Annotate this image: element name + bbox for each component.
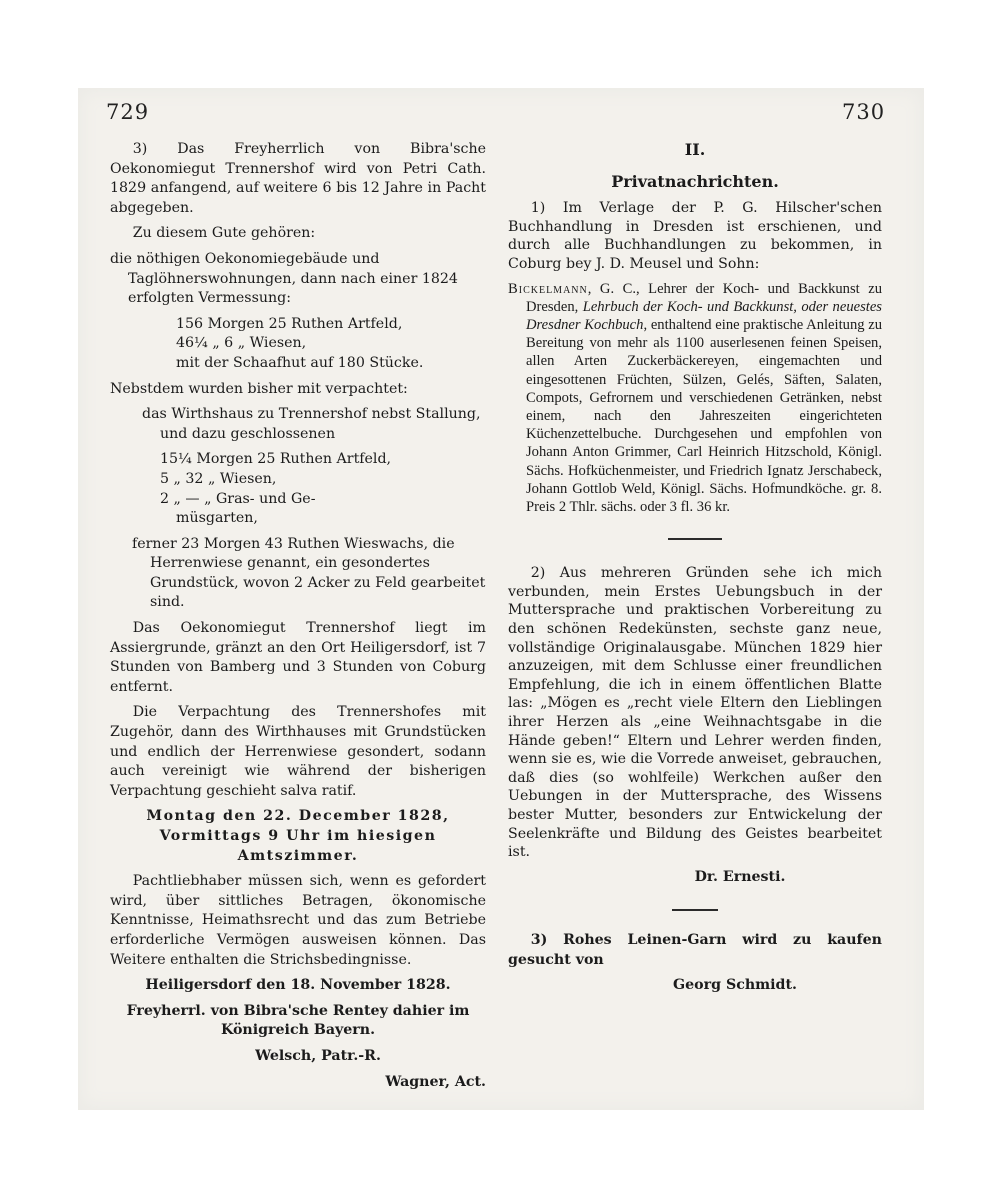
left-column	[110, 140, 486, 1098]
exercise-book-notice: 2) Aus mehreren Gründen sehe ich mich verbunden, mein Erstes Uebungsbuch in der Muttersprache und praktischen Vorbereitung zu den schönen Redekünsten, sechste ganz neue, vollständige Originalausgabe. München 1829 hier anzuzeigen, mit dem Schlusse einer freundlichen Empfehlung, die ich in einem öffentlichen Blatte las: „Mögen es „recht viele Eltern den Lieblingen ihrer Herzen als „eine Weihnachtsgabe in die Hände geben!“ Eltern und Lehrer werden finden, wenn sie es, wie die Vorrede anweiset, gebrauchen, daß dies (so wohlfeile) Werkchen außer den Uebungen in der Muttersprache, des Wissens bester Mutter, besonders zur Entwickelung der Seelenkräfte und Bildung des Geistes bearbeitet ist.	[508, 565, 882, 861]
estate-belongings-heading: Zu diesem Gute gehören:	[132, 225, 316, 242]
section-number: II.	[684, 140, 706, 159]
signature-welsch: Welsch, Patr.-R.	[255, 1047, 381, 1064]
inn-land-row-cont: müsgarten,	[176, 510, 258, 527]
land-table	[176, 315, 486, 374]
inn-land-row: 5 „ 32 „ Wiesen,	[160, 470, 277, 487]
location-text: Das Oekonomiegut Trennershof liegt im Assiergrunde, gränzt an den Ort Heiligersdorf, ist 7 Stunden von Bamberg und 3 Stunden von Coburg entfernt.	[110, 620, 486, 695]
land-row: mit der Schaafhut auf 180 Stücke.	[176, 354, 424, 371]
lease-announcement: 3) Das Freyherrlich von Bibra'sche Oekonomiegut Trennershof wird von Petri Cath. 1829 anfangend, auf weitere 6 bis 12 Jahre in Pacht abgegeben.	[110, 141, 486, 216]
auction-time: Vormittags 9 Uhr im hiesigen	[159, 828, 437, 844]
place-date: Heiligersdorf den 18. November 1828.	[145, 977, 451, 994]
signature-schmidt: Georg Schmidt.	[673, 977, 797, 994]
signature-wagner: Wagner, Act.	[385, 1073, 486, 1090]
inn-land-row: 15¼ Morgen 25 Ruthen Artfeld,	[160, 451, 392, 468]
page-number-right: 730	[842, 100, 886, 124]
auction-place: Amtszimmer.	[237, 847, 359, 864]
book-description: , enthaltend eine praktische Anleitung zu Bereitung von mehr als 1100 auserlesenen feinen Speisen, allen Arten Zuckerbäckereyen, eingemachten und eingesottenen Früchten, Sülzen, Gelés, Säften, Salaten, Compots, Gefrornem und verschiedenen Getränken, nebst einem, nach den Jahreszeiten eingerichteten Küchenzettelbuche. Durchgesehen und empfohlen von Johann Anton Grimmer, Carl Heinrich Hitzschold, Königl. Sächs. Hofküchenmeister, und Friedrich Ignatz Jerschabeck, Johann Gottlob Weld, Königl. Sächs. Hofmundköche. gr. 8. Preis 2 Thlr. sächs. oder 3 fl. 36 kr.	[526, 316, 883, 515]
land-row: 156 Morgen 25 Ruthen Artfeld,	[176, 315, 403, 332]
publisher-notice: 1) Im Verlage der P. G. Hilscher'schen Buchhandlung in Dresden ist erschienen, und durch alle Buchhandlungen zu bekommen, in Coburg bey J. D. Meusel und Sohn:	[508, 200, 882, 272]
page-number-left: 729	[106, 100, 150, 124]
right-column	[508, 140, 882, 1002]
buildings-text: die nöthigen Oekonomiegebäude und Taglöhnerswohnungen, dann nach einer 1824 erfolgten Vermessung:	[110, 250, 458, 307]
book-title: Lehrbuch der Koch- und Backkunst, oder neuestes Dresdner Kochbuch	[526, 298, 882, 333]
land-row: 46¼ „ 6 „ Wiesen,	[176, 335, 307, 352]
book-author-details: , G. C., Lehrer der Koch- und Backkunst zu Dresden,	[526, 280, 882, 315]
book-author: Bickelmann	[508, 280, 588, 297]
inn-land-row: 2 „ — „ Gras- und Ge-	[160, 490, 316, 507]
meadow-text: ferner 23 Morgen 43 Ruthen Wieswachs, die Herrenwiese genannt, ein gesondertes Grundstück, wovon 2 Acker zu Feld gearbeitet sind.	[132, 535, 486, 611]
also-leased-heading: Nebstdem wurden bisher mit verpachtet:	[110, 380, 408, 397]
lease-terms-text: Die Verpachtung des Trennershofes mit Zugehör, dann des Wirthhauses mit Grundstücken und endlich der Herrenwiese gesondert, sodann auch vereinigt wie während der bisherigen Verpachtung geschieht salva ratif.	[110, 704, 486, 799]
inn-land-table	[160, 450, 486, 528]
book-listing	[508, 280, 882, 517]
linen-notice: 3) Rohes Leinen-Garn wird zu kaufen gesucht von	[508, 932, 882, 968]
signature-ernesti: Dr. Ernesti.	[694, 868, 786, 885]
inn-text: das Wirthshaus zu Trennershof nebst Stallung, und dazu geschlossenen	[142, 406, 481, 442]
auction-date: Montag den 22. December 1828,	[146, 808, 450, 825]
separator-rule	[672, 909, 718, 911]
bidder-requirements: Pachtliebhaber müssen sich, wenn es gefordert wird, über sittliches Betragen, ökonomische Kenntnisse, Heimathsrecht und das zum Betriebe erforderliche Vermögen ausweisen können. Das Weitere enthalten die Strichsbedingnisse.	[110, 873, 486, 968]
section-heading: Privatnachrichten.	[611, 171, 779, 191]
separator-rule	[668, 538, 722, 540]
issuing-office: Freyherrl. von Bibra'sche Rentey dahier im Königreich Bayern.	[126, 1002, 470, 1039]
